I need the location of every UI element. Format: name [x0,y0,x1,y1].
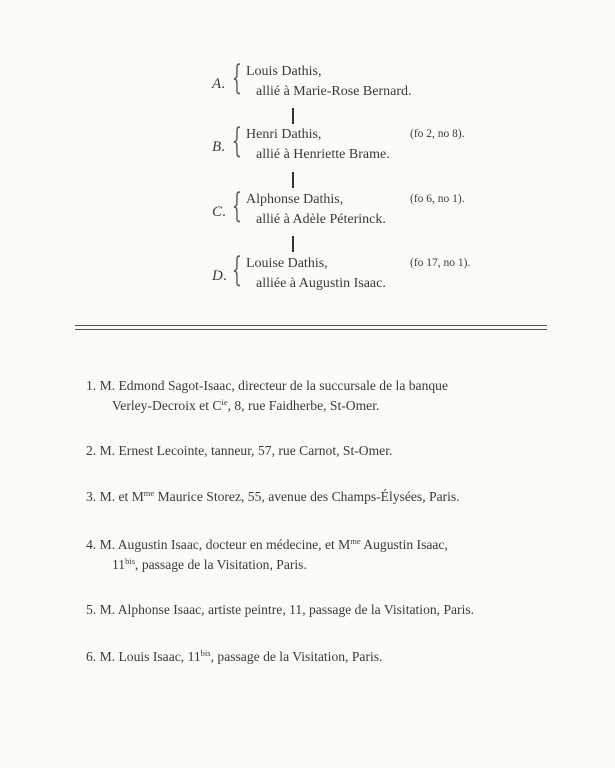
item-number: 2. [86,443,97,458]
brace-icon: { [232,121,242,161]
folio-reference: (fo 2, no 8). [410,128,465,140]
lineage-connector [292,172,294,188]
address-continuation [86,555,556,575]
address-item-6 [86,647,556,667]
genealogy-entry-d [0,250,615,296]
address-item-2 [86,441,556,461]
address-line [100,489,460,504]
address-line [100,537,448,552]
genealogy-entry-c [0,186,615,232]
address-text: Augustin Isaac, [360,537,448,552]
address-item-4 [86,535,556,575]
address-text: , passage de la Visitation, Paris. [135,557,307,572]
address-line: M. Edmond Sagot-Isaac, directeur de la succursale de la banque [99,378,449,393]
separator-rule-bottom [75,329,547,330]
person-name: Louise Dathis, [246,256,328,271]
brace-icon: { [232,58,242,98]
spouse-line: allié à Adèle Péterinck. [256,212,386,227]
item-number: 1. [86,378,97,393]
item-number: 5. [86,602,97,617]
superscript: me [143,488,155,498]
address-item-1 [86,376,556,416]
address-text: 11 [112,557,126,572]
address-item-5 [86,600,556,620]
person-name: Alphonse Dathis, [246,192,344,207]
superscript: bis [125,556,136,566]
address-continuation [86,396,556,416]
separator-rule-top [75,325,547,326]
superscript: ie [221,397,228,407]
item-number: 4. [86,537,97,552]
superscript: me [350,536,361,546]
address-line: M. Ernest Lecointe, tanneur, 57, rue Carnot, St-Omer. [99,443,393,458]
brace-icon: { [232,250,242,290]
address-text: M. et M [99,489,144,504]
person-name: Louis Dathis, [246,64,322,79]
address-text: , passage de la Visitation, Paris. [210,649,383,664]
folio-reference: (fo 6, no 1). [410,193,465,205]
address-text: M. Louis Isaac, 11 [99,649,201,664]
generation-letter: D. [212,268,228,284]
brace-icon: { [232,186,242,226]
spouse-line: allié à Henriette Brame. [256,147,390,162]
lineage-connector [292,108,294,124]
address-line [100,649,383,664]
item-number: 6. [86,649,97,664]
superscript: bis [200,648,211,658]
address-text: Verley-Decroix et C [112,398,222,413]
spouse-line: allié à Marie-Rose Bernard. [256,84,412,99]
address-text: M. Augustin Isaac, docteur en médecine, et M [99,537,351,552]
generation-letter: A. [212,76,226,92]
genealogy-entry-b [0,121,615,167]
spouse-line: alliée à Augustin Isaac. [256,276,386,291]
folio-reference: (fo 17, no 1). [410,257,471,269]
genealogy-entry-a [0,58,615,104]
address-line: M. Alphonse Isaac, artiste peintre, 11, passage de la Visitation, Paris. [99,602,475,617]
generation-letter: B. [212,139,226,155]
generation-letter: C. [212,204,227,220]
lineage-connector [292,236,294,252]
address-text: , 8, rue Faidherbe, St-Omer. [227,398,380,413]
address-item-3 [86,487,556,507]
address-text: Maurice Storez, 55, avenue des Champs-Élysées, Paris. [154,489,460,504]
person-name: Henri Dathis, [246,127,322,142]
item-number: 3. [86,489,97,504]
